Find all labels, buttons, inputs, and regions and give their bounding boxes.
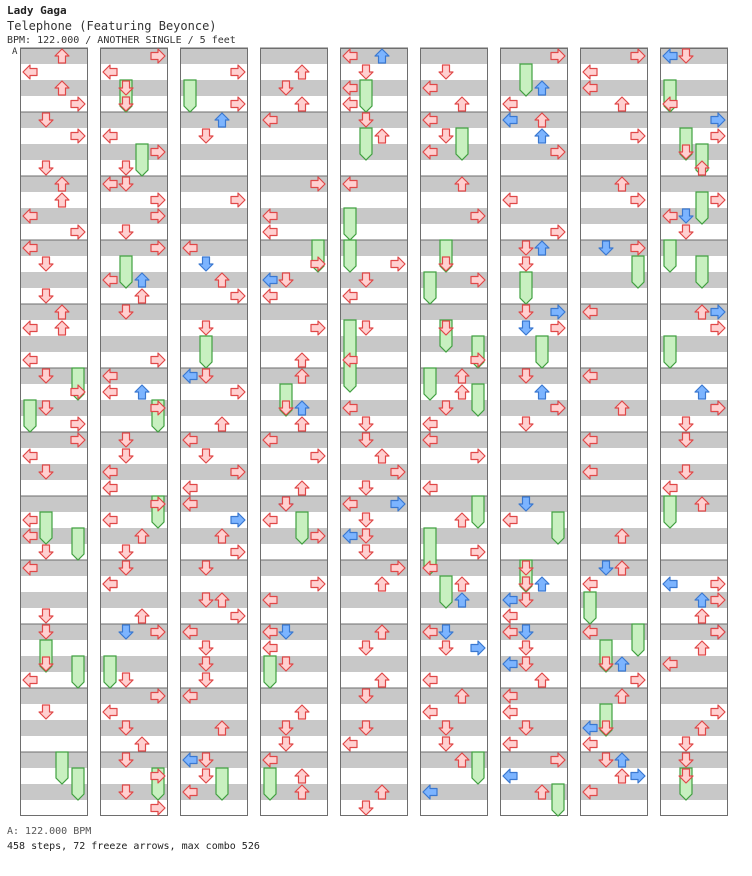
beat-stripe: [340, 144, 408, 160]
beat-stripe: [100, 560, 168, 576]
freeze-arrow: [664, 336, 676, 368]
beat-stripe: [580, 560, 648, 576]
chart-column-5: [340, 48, 408, 816]
freeze-arrow: [40, 512, 52, 544]
beat-stripe: [500, 336, 568, 352]
freeze-arrow: [344, 240, 356, 272]
beat-stripe: [580, 688, 648, 704]
freeze-arrow: [296, 512, 308, 544]
beat-stripe: [420, 240, 488, 256]
freeze-arrow: [456, 128, 468, 160]
beat-stripe: [20, 752, 88, 768]
freeze-arrow: [520, 64, 532, 96]
freeze-arrow: [72, 656, 84, 688]
beat-stripe: [500, 496, 568, 512]
freeze-arrow: [264, 656, 276, 688]
beat-stripe: [500, 720, 568, 736]
beat-stripe: [500, 432, 568, 448]
beat-stripe: [580, 400, 648, 416]
segment-label: A: [12, 47, 18, 57]
beat-stripe: [180, 272, 248, 288]
beat-stripe: [180, 304, 248, 320]
beat-stripe: [340, 720, 408, 736]
beat-stripe: [180, 208, 248, 224]
freeze-arrow: [664, 240, 676, 272]
beat-stripe: [100, 112, 168, 128]
beat-stripe: [420, 688, 488, 704]
beat-stripe: [500, 208, 568, 224]
beat-stripe: [340, 656, 408, 672]
freeze-arrow: [360, 80, 372, 112]
beat-stripe: [340, 432, 408, 448]
beat-stripe: [180, 336, 248, 352]
beat-stripe: [500, 240, 568, 256]
beat-stripe: [180, 528, 248, 544]
beat-stripe: [180, 560, 248, 576]
beat-stripe: [580, 752, 648, 768]
chart-column-9: [660, 48, 728, 816]
freeze-arrow: [104, 656, 116, 688]
beat-stripe: [20, 496, 88, 512]
freeze-arrow: [200, 336, 212, 368]
beat-stripe: [500, 560, 568, 576]
freeze-arrow: [56, 752, 68, 784]
chart-column-8: [580, 48, 648, 816]
beat-stripe: [580, 176, 648, 192]
beat-stripe: [180, 112, 248, 128]
freeze-arrow: [696, 256, 708, 288]
beat-stripe: [180, 176, 248, 192]
beat-stripe: [500, 464, 568, 480]
beat-stripe: [20, 112, 88, 128]
beat-stripe: [20, 592, 88, 608]
beat-stripe: [260, 560, 328, 576]
beat-stripe: [20, 80, 88, 96]
freeze-arrow: [472, 384, 484, 416]
beat-stripe: [100, 720, 168, 736]
beat-stripe: [180, 592, 248, 608]
freeze-arrow: [632, 624, 644, 656]
beat-stripe: [660, 272, 728, 288]
beat-stripe: [580, 208, 648, 224]
beat-stripe: [260, 688, 328, 704]
freeze-arrow: [72, 528, 84, 560]
freeze-arrow: [72, 768, 84, 800]
beat-stripe: [580, 336, 648, 352]
beat-stripe: [20, 624, 88, 640]
beat-stripe: [340, 304, 408, 320]
beat-stripe: [20, 48, 88, 64]
beat-stripe: [580, 656, 648, 672]
freeze-arrow: [184, 80, 196, 112]
beat-stripe: [100, 528, 168, 544]
beat-stripe: [340, 592, 408, 608]
beat-stripe: [660, 720, 728, 736]
bpm-difficulty-line: BPM: 122.000 / ANOTHER SINGLE / 5 feet: [7, 35, 236, 46]
beat-stripe: [20, 336, 88, 352]
beat-stripe: [420, 464, 488, 480]
beat-stripe: [660, 560, 728, 576]
beat-stripe: [20, 176, 88, 192]
beat-stripe: [500, 272, 568, 288]
freeze-arrow: [120, 256, 132, 288]
freeze-arrow: [264, 768, 276, 800]
freeze-arrow: [664, 496, 676, 528]
beat-stripe: [660, 688, 728, 704]
beat-stripe: [660, 432, 728, 448]
beat-stripe: [500, 368, 568, 384]
chart-column-6: [420, 48, 488, 816]
freeze-arrow: [216, 768, 228, 800]
beat-stripe: [420, 656, 488, 672]
beat-stripe: [260, 496, 328, 512]
beat-stripe: [260, 304, 328, 320]
beat-stripe: [260, 368, 328, 384]
beat-stripe: [260, 144, 328, 160]
freeze-arrow: [440, 576, 452, 608]
beat-stripe: [100, 592, 168, 608]
beat-stripe: [100, 432, 168, 448]
beat-stripe: [340, 752, 408, 768]
beat-stripe: [20, 720, 88, 736]
beat-stripe: [20, 144, 88, 160]
freeze-arrow: [552, 784, 564, 816]
freeze-arrow: [520, 272, 532, 304]
freeze-arrow: [552, 512, 564, 544]
beat-stripe: [660, 144, 728, 160]
freeze-arrow: [360, 128, 372, 160]
beat-stripe: [420, 720, 488, 736]
beat-stripe: [580, 528, 648, 544]
beat-stripe: [260, 48, 328, 64]
freeze-arrow: [536, 336, 548, 368]
beat-stripe: [660, 528, 728, 544]
beat-stripe: [180, 48, 248, 64]
beat-stripe: [660, 784, 728, 800]
beat-stripe: [100, 336, 168, 352]
artist-name: Lady Gaga: [7, 4, 67, 17]
beat-stripe: [100, 304, 168, 320]
beat-stripe: [20, 688, 88, 704]
beat-stripe: [20, 272, 88, 288]
beat-stripe: [660, 464, 728, 480]
freeze-arrow: [472, 496, 484, 528]
beat-stripe: [500, 176, 568, 192]
beat-stripe: [580, 144, 648, 160]
freeze-arrow: [424, 272, 436, 304]
footer-bpm-summary: A: 122.000 BPM: [7, 826, 92, 837]
beat-stripe: [180, 656, 248, 672]
freeze-arrow: [632, 256, 644, 288]
beat-stripe: [340, 272, 408, 288]
chart-column-4: [260, 48, 328, 816]
beat-stripe: [660, 752, 728, 768]
beat-stripe: [180, 400, 248, 416]
beat-stripe: [660, 176, 728, 192]
beat-stripe: [180, 720, 248, 736]
beat-stripe: [580, 112, 648, 128]
beat-stripe: [260, 464, 328, 480]
beat-stripe: [260, 80, 328, 96]
beat-stripe: [420, 48, 488, 64]
beat-stripe: [340, 624, 408, 640]
freeze-arrow: [24, 400, 36, 432]
freeze-arrow: [584, 592, 596, 624]
freeze-arrow: [472, 752, 484, 784]
beat-stripe: [100, 752, 168, 768]
freeze-arrow: [424, 368, 436, 400]
freeze-arrow: [344, 208, 356, 240]
beat-stripe: [180, 144, 248, 160]
beat-stripe: [260, 336, 328, 352]
beat-stripe: [20, 304, 88, 320]
freeze-arrow: [136, 144, 148, 176]
beat-stripe: [340, 784, 408, 800]
beat-stripe: [260, 400, 328, 416]
beat-stripe: [420, 304, 488, 320]
beat-stripe: [260, 720, 328, 736]
beat-stripe: [340, 112, 408, 128]
footer-step-stats: 458 steps, 72 freeze arrows, max combo 526: [7, 841, 260, 852]
beat-stripe: [420, 592, 488, 608]
beat-stripe: [580, 496, 648, 512]
beat-stripe: [100, 80, 168, 96]
beat-stripe: [340, 688, 408, 704]
beat-stripe: [420, 176, 488, 192]
beat-stripe: [20, 464, 88, 480]
freeze-arrow: [696, 192, 708, 224]
beat-stripe: [500, 80, 568, 96]
song-title: Telephone (Featuring Beyonce): [7, 19, 217, 33]
beat-stripe: [660, 368, 728, 384]
